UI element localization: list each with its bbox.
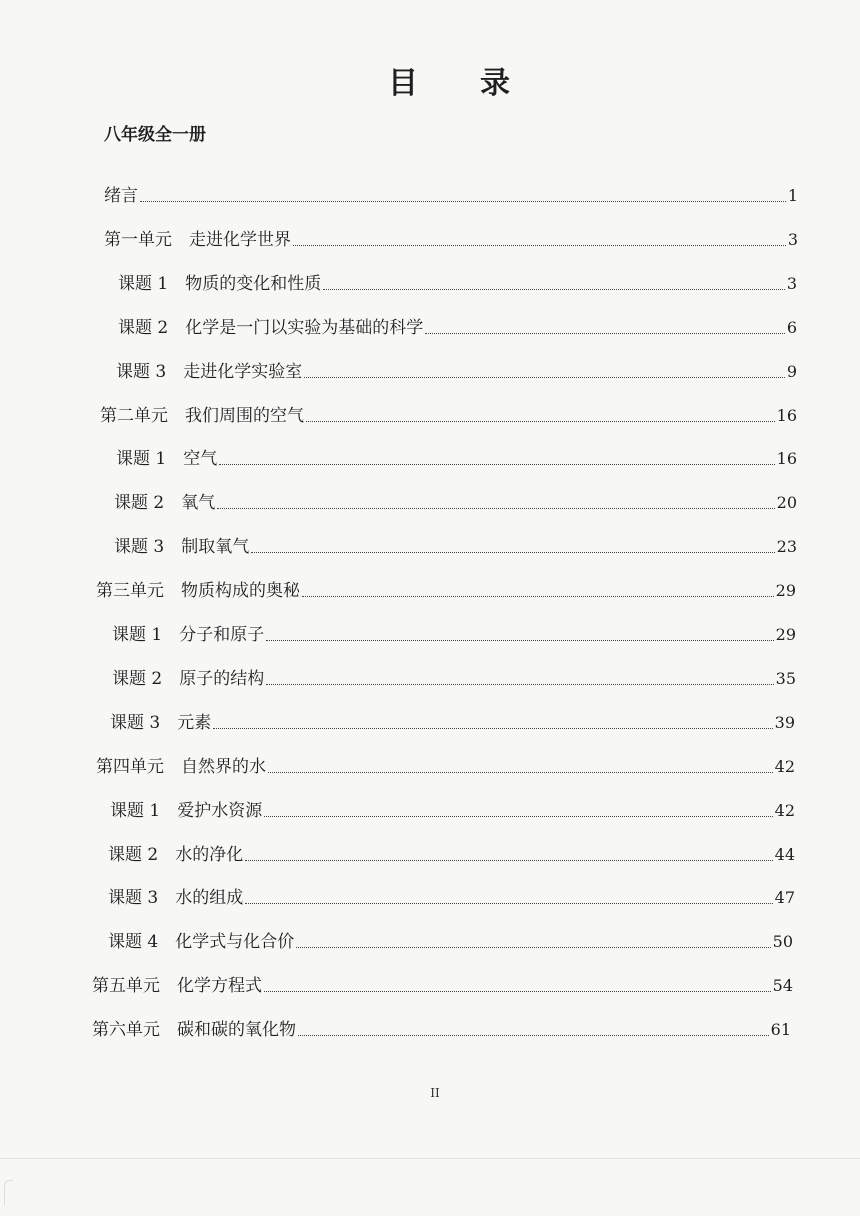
toc-entry-label: 绪言 [104,186,138,206]
dot-leader [251,552,774,553]
toc-entry-label: 课题 4 化学式与化合价 [108,932,295,953]
scan-edge-line [0,1158,860,1159]
dot-leader [217,508,774,509]
toc-entry-lesson [108,922,793,952]
toc-entry-label: 课题 3 走进化学实验室 [116,361,303,382]
toc-entry-page: 3 [786,273,797,293]
dot-leader [266,684,773,685]
toc-entry-page: 16 [776,405,797,425]
page-title [0,58,860,102]
toc-entry-label: 课题 2 氧气 [114,493,216,514]
toc-entry-page: 50 [772,932,793,952]
page-number: II [430,1086,440,1100]
toc-entry-label: 课题 3 水的组成 [108,888,244,909]
toc-entry-label: 课题 2 原子的结构 [112,668,265,689]
toc-entry-lesson [108,835,795,865]
toc-entry-unit [92,966,793,996]
toc-entry-page: 39 [774,712,795,732]
grade-heading: 八年级全一册 [104,125,206,145]
toc-entry-lesson [116,439,797,469]
dot-leader [213,728,772,729]
toc-entry-label: 课题 2 水的净化 [108,844,244,865]
toc-entry-unit [96,747,795,777]
toc-entry-page: 44 [774,844,795,864]
title-char-2: 录 [480,66,512,101]
toc-entry-page: 3 [787,229,798,249]
dot-leader [296,947,770,948]
dot-leader [266,640,773,641]
toc-entry-label: 第六单元 碳和碳的氧化物 [92,1020,296,1041]
toc-entry-page: 29 [775,581,796,601]
toc-entry-unit [104,220,798,250]
toc-entry-page: 42 [774,800,795,820]
toc-entry-label: 课题 1 分子和原子 [112,625,265,645]
dot-leader [219,464,774,465]
toc-entry-page: 29 [775,625,796,644]
toc-entry-lesson [118,308,797,338]
dot-leader [264,991,771,992]
toc-entry-lesson [118,264,797,294]
dot-leader [298,1035,769,1036]
toc-entry-lesson [116,352,797,382]
dot-leader [323,289,785,290]
toc-entry-page: 35 [775,668,796,688]
dot-leader [304,377,785,378]
toc-entry-label: 第二单元 我们周围的空气 [100,405,304,426]
toc-entry-label: 课题 1 物质的变化和性质 [118,273,322,294]
toc-entry-label: 课题 3 元素 [110,712,212,733]
dot-leader [293,245,786,246]
title-char-1: 目 [388,66,420,101]
dot-leader [302,596,774,597]
toc-entry-page: 9 [786,361,797,381]
toc-entry-page: 23 [776,537,797,557]
toc-entry-page: 47 [774,888,795,908]
toc-entry-lesson [112,659,796,689]
dot-leader [306,421,775,422]
toc-entry-unit [96,571,796,601]
toc-entry-page: 6 [786,317,797,337]
toc-entry-lesson [110,791,795,821]
scan-corner-mark [4,1180,13,1205]
toc-entry-label: 课题 2 化学是一门以实验为基础的科学 [118,317,424,338]
dot-leader [268,772,773,773]
toc-entry-unit [92,1010,791,1040]
toc-entry-label: 第三单元 物质构成的奥秘 [96,581,300,602]
toc-entry-page: 61 [770,1020,791,1040]
toc-entry-unit [100,396,797,426]
toc-entry-label: 课题 1 爱护水资源 [110,800,263,821]
toc-entry-lesson [110,703,795,733]
toc-entry-page: 42 [774,756,795,776]
toc-entry-page: 16 [776,449,797,469]
toc-entry-label: 课题 3 制取氧气 [114,537,250,558]
toc-entry-page: 1 [787,186,798,205]
toc-entry-label: 第四单元 自然界的水 [96,756,266,777]
dot-leader [425,333,785,334]
toc-entry-page: 20 [776,493,797,513]
toc-entry-lesson [114,527,797,557]
toc-entry-lesson [112,615,796,645]
toc-entry-page: 54 [772,976,793,996]
toc-entry-label: 第五单元 化学方程式 [92,976,262,997]
toc-entry-lesson [108,878,795,908]
toc-entry-label: 第一单元 走进化学世界 [104,229,291,250]
dot-leader [140,201,786,202]
dot-leader [245,903,772,904]
dot-leader [264,816,772,817]
dot-leader [245,860,772,861]
toc-entry-lesson [114,483,797,513]
toc-entry-intro [104,176,798,206]
toc-entry-label: 课题 1 空气 [116,449,218,470]
